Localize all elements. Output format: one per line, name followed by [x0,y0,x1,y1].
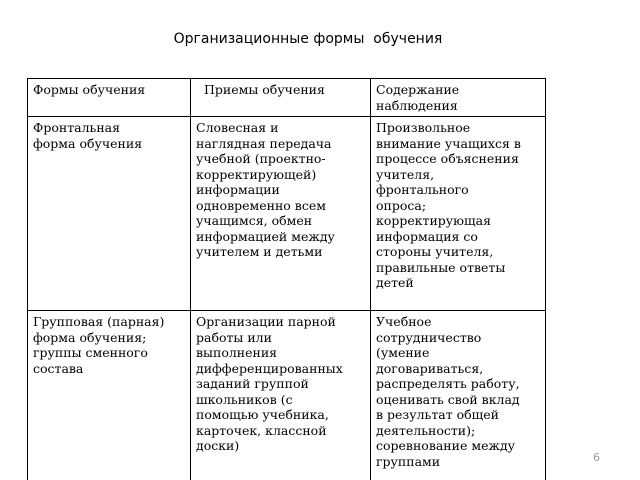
header-cell-forms [28,79,191,117]
group-methods-text: Организации парной работы или выполнения дифференцированных заданий группой школьников (с помощью учебника, карточек, классной доски) [196,314,343,453]
table-row [28,311,546,480]
table-row [28,117,546,311]
page-number: 6 [593,451,600,464]
cell-methods [191,117,371,311]
table-header-row [28,79,546,117]
cell-methods [191,311,371,480]
cell-form [28,311,191,480]
frontal-observation-text: Произвольное внимание учащихся в процессе объяснения учителя, фронтального опроса; корректирующая информация со стороны учителя, правильные ответы детей [376,120,521,290]
cell-form [28,117,191,311]
header-methods-label: Приемы обучения [204,82,325,97]
group-observation-text: Учебное сотрудничество (умение договариваться, распределять работу, оценивать свой вклад в результат общей деятельности); соревнование между группами [376,314,520,469]
slide-title: Организационные формы обучения [173,31,443,47]
header-cell-observation [371,79,546,117]
frontal-methods-text: Словесная и наглядная передача учебной (проектно- корректирующей) информации одновременно всем учащимся, обмен информацией между учителем и детьми [196,120,335,259]
header-observation-label: Содержание наблюдения [376,82,460,113]
frontal-form-text: Фронтальная форма обучения [33,120,143,151]
cell-observation [371,311,546,480]
cell-observation [371,117,546,311]
header-forms-label: Формы обучения [33,82,146,97]
organization-forms-table [27,78,546,480]
group-form-text: Групповая (парная) форма обучения; группы сменного состава [33,314,165,376]
header-cell-methods [191,79,371,117]
